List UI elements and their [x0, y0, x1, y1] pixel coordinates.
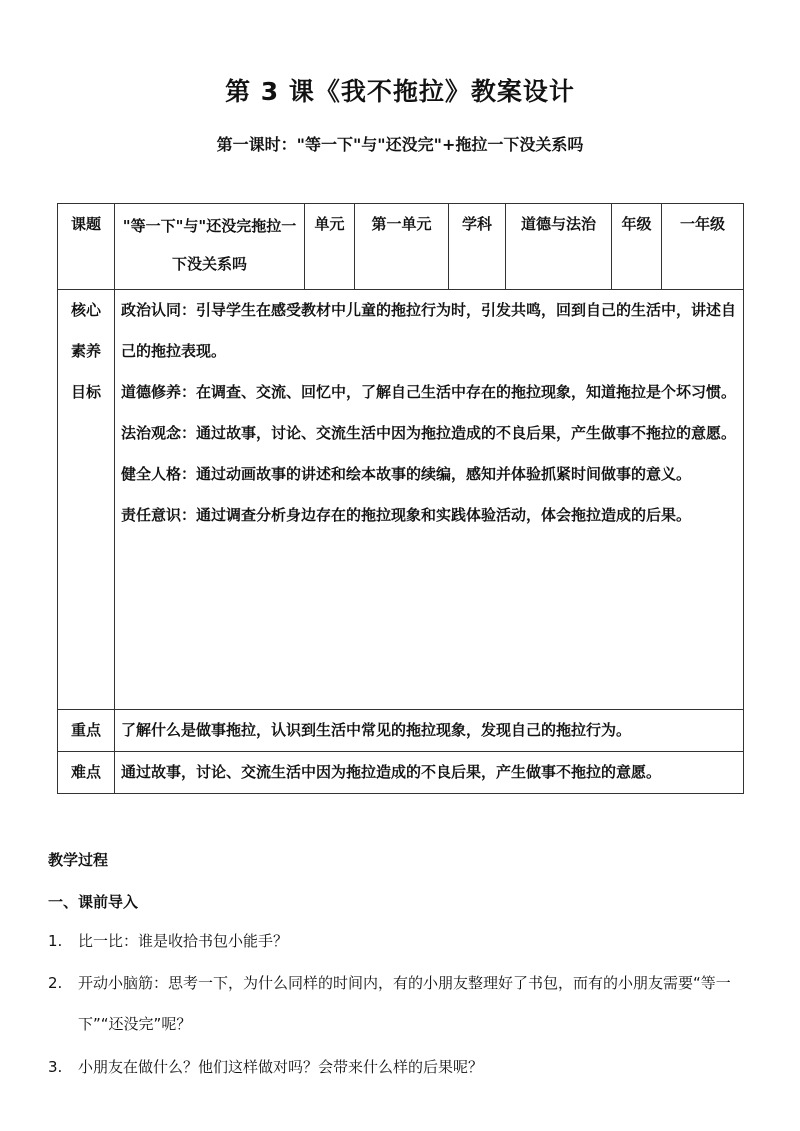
subject-value: 道德与法治	[506, 204, 612, 290]
process-heading: 教学过程	[48, 851, 109, 869]
page-subtitle: 第一课时："等一下"与"还没完"+拖拉一下没关系吗	[216, 135, 584, 154]
grade-value: 一年级	[662, 204, 744, 290]
table-row-key	[58, 710, 744, 752]
step-text: 开动小脑筋：思考一下，为什么同样的时间内，有的小朋友整理好了书包，而有的小朋友需要“等一下”“还没完”呢？	[78, 974, 731, 1033]
goal-political: 政治认同：引导学生在感受教材中儿童的拖拉行为时，引发共鸣，回到自己的生活中，讲述自己的拖拉表现。	[121, 301, 737, 360]
difficult-point-value: 通过故事，讨论、交流生活中因为拖拉造成的不良后果，产生做事不拖拉的意愿。	[115, 752, 744, 794]
goal-moral: 道德修养：在调查、交流、回忆中，了解自己生活中存在的拖拉现象，知道拖拉是个坏习惯。	[121, 383, 737, 401]
list-item	[48, 1047, 758, 1088]
table-row-header	[58, 204, 744, 290]
subject-label: 学科	[449, 204, 506, 290]
section-intro-heading: 一、课前导入	[48, 893, 139, 911]
key-point-label: 重点	[58, 710, 115, 752]
lesson-info-table	[57, 203, 744, 794]
core-goals-content	[115, 290, 744, 710]
list-item	[48, 921, 758, 962]
goal-personality: 健全人格：通过动画故事的讲述和绘本故事的续编，感知并体验抓紧时间做事的意义。	[121, 465, 692, 483]
core-label-line: 目标	[70, 383, 101, 401]
key-point-value: 了解什么是做事拖拉，认识到生活中常见的拖拉现象，发现自己的拖拉行为。	[115, 710, 744, 752]
unit-value: 第一单元	[355, 204, 449, 290]
goal-responsibility: 责任意识：通过调查分析身边存在的拖拉现象和实践体验活动，体会拖拉造成的后果。	[121, 506, 692, 524]
core-label-line: 素养	[70, 342, 101, 360]
step-text: 小朋友在做什么？他们这样做对吗？会带来什么样的后果呢？	[78, 1058, 484, 1076]
difficult-point-label: 难点	[58, 752, 115, 794]
page-title: 第 3 课《我不拖拉》教案设计	[225, 77, 575, 106]
table-row-difficult	[58, 752, 744, 794]
grade-label: 年级	[612, 204, 662, 290]
step-number: 3.	[48, 1058, 63, 1076]
goal-law: 法治观念：通过故事，讨论、交流生活中因为拖拉造成的不良后果，产生做事不拖拉的意愿。	[121, 424, 737, 442]
step-text: 比一比：谁是收拾书包小能手？	[78, 932, 289, 950]
step-number: 2.	[48, 974, 63, 992]
core-goals-label	[58, 290, 115, 710]
core-label-line: 核心	[70, 301, 101, 319]
unit-label: 单元	[305, 204, 355, 290]
table-row-goals	[58, 290, 744, 710]
list-item	[48, 963, 758, 1045]
topic-label: 课题	[58, 204, 115, 290]
step-number: 1.	[48, 932, 63, 950]
topic-value: "等一下"与"还没完拖拉一下没关系吗	[115, 204, 305, 290]
